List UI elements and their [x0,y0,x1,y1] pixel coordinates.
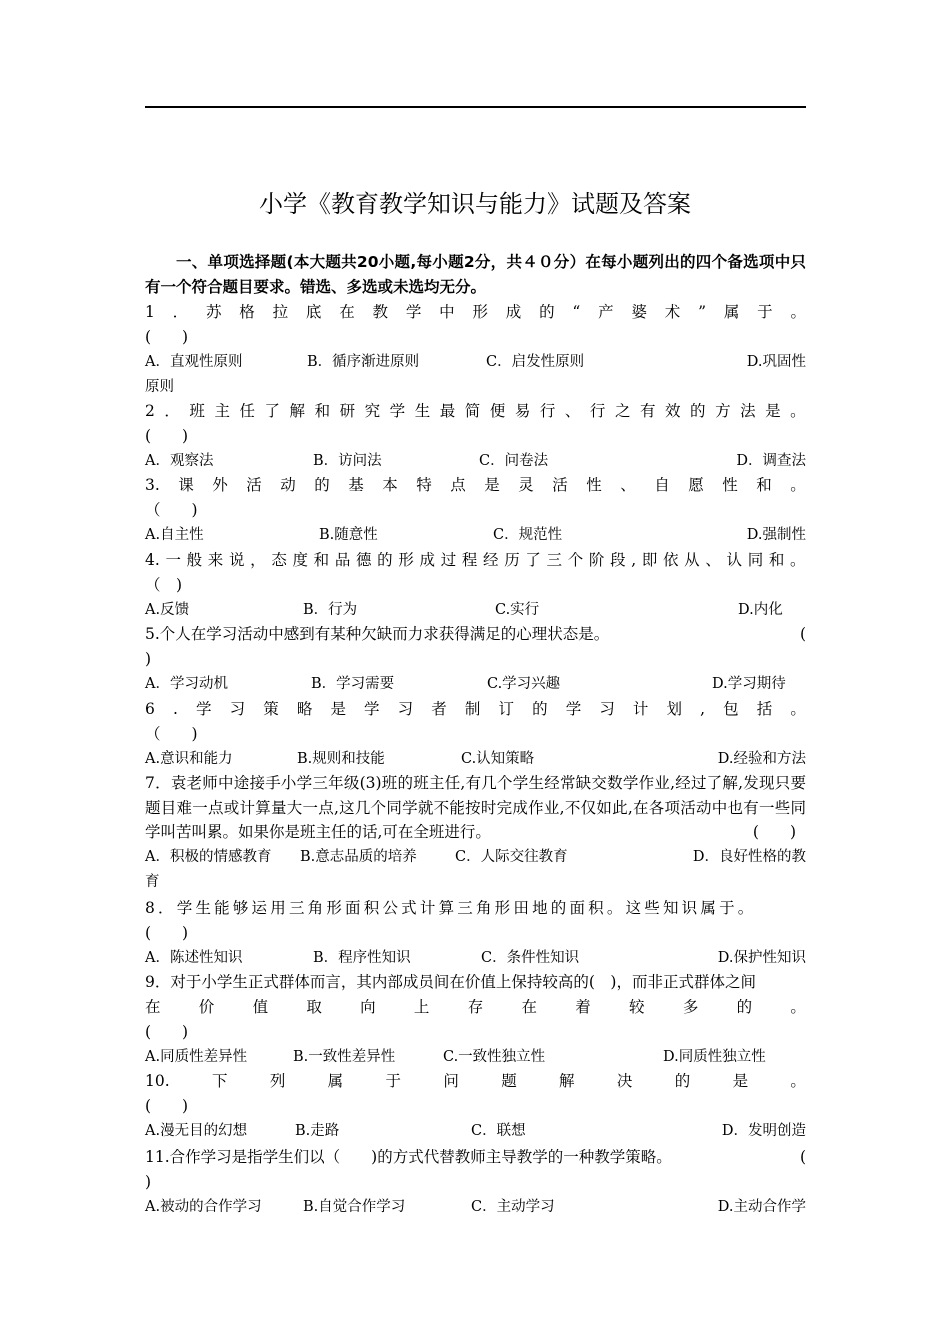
option-d: D.巩固性 [746,354,806,370]
stem-char: 点 [450,476,466,495]
stem-char: 习 [599,700,615,719]
stem-char: 班 [189,402,205,421]
stem-text: 5.个人在学习活动中感到有某种欠缺而力求获得满足的心理状态是。 [145,625,610,644]
stem-char: 括 [756,700,773,719]
stem-char: 了 [264,402,281,421]
stem-char: 认 [726,551,743,570]
stem-char: 特 [416,476,432,495]
stem-char: 价 [198,998,215,1017]
option-d: D．发明创造 [721,1123,806,1139]
stem-char: 的 [674,1072,691,1091]
option-d: D．调查法 [736,453,806,469]
question-stem [145,1069,806,1094]
stem-char: 说 [228,551,245,570]
options-row [145,672,806,697]
stem-char: 便 [489,402,506,421]
option-a: A.自主性 [145,527,204,543]
stem-char: 个 [567,551,584,570]
header-rule [145,106,806,108]
question-stem [145,697,806,722]
option-a: A.意识和能力 [145,751,233,767]
stem-char: 方 [715,402,731,421]
option-c: C.认知策略 [461,751,535,767]
stem-char: 多 [682,998,699,1017]
stem-char: 教 [372,303,389,322]
stem-char: ． [172,303,189,322]
stem-char: 学 [405,303,422,322]
stem-char: 灵 [518,476,534,495]
question-stem [145,771,806,845]
question-stem [145,399,806,424]
question-stem [145,1145,806,1170]
stem-char: 程 [461,551,478,570]
option-c: C．条件性知识 [481,950,580,966]
stem-char: 在 [145,998,161,1017]
stem-char: 存 [467,998,484,1017]
stem-char: 最 [439,402,456,421]
option-a: A.被动的合作学习 [145,1199,262,1215]
stem-char: 于 [757,303,773,322]
stem-char: 。 [790,1072,806,1091]
stem-char: 苏 [205,303,222,322]
stem-char: 的 [377,551,393,570]
stem-char: 基 [348,476,364,495]
stem-char: ” [698,303,707,322]
stem-char: 三 [546,551,563,570]
answer-blank: ( ) [145,1023,189,1041]
options-row [145,449,806,474]
option-b: B．访问法 [313,453,382,469]
stem-char: 形 [472,303,488,322]
stem-char: 来 [207,551,224,570]
stem-char: 态 [271,551,287,570]
question-stem [145,548,806,573]
stem-char: 。 [790,303,806,322]
stem-char: 。 [790,402,806,421]
stem-char: 划 [666,700,683,719]
stem-char: 动 [280,476,296,495]
stem-char: 一 [165,551,181,570]
stem-char: 段 [610,551,626,570]
stem-char: 的 [736,998,753,1017]
option-c: C．问卷法 [479,453,549,469]
stem-char: , [700,700,706,719]
stem-char: ， [250,551,266,570]
stem-char: 上 [413,998,430,1017]
stem-char: 历 [504,551,520,570]
stem-char: 订 [498,700,514,719]
stem-char: 3. [145,476,160,495]
answer-blank: （ ) [145,501,198,519]
stem-char: 简 [464,402,481,421]
stem-line-1: 9．对于小学生正式群体而言，其内部成员间在价值上保持较高的( )，而非正式群体之间 [145,973,756,991]
stem-char: 计 [632,700,649,719]
stem-char: 制 [464,700,481,719]
stem-char: 着 [575,998,591,1017]
stem-char: 和 [314,402,331,421]
stem-char: 生 [414,402,431,421]
option-a: A．积极的情感教育 [145,849,272,865]
stem-char: 是 [330,700,346,719]
stem-char: 、 [564,402,581,421]
stem-char: “ [572,303,581,322]
option-d: D.保护性知识 [717,950,806,966]
stem-char: 底 [305,303,322,322]
stem-char: 是 [484,476,500,495]
question-stem [145,896,806,921]
answer-blank: （ ) [145,725,198,743]
stem-char: 下 [211,1072,228,1091]
stem-char: 学 [565,700,582,719]
stem-char: 成 [419,551,436,570]
stem-char: 外 [212,476,228,495]
option-d: D.主动合作学 [717,1199,806,1215]
question-4 [145,548,806,623]
stem-char: 。 [790,700,806,719]
stem-char: 。 [790,551,806,570]
stem-char: 、 [620,476,636,495]
stem-char: 阶 [588,551,605,570]
stem-char: 和 [313,551,330,570]
options-row [145,598,806,623]
stem-char: 4. [145,551,160,570]
options-row [145,1195,806,1220]
stem-char: 的 [690,402,706,421]
option-a: A．陈述性知识 [145,950,243,966]
stem-char: 解 [559,1072,575,1091]
option-d: D．良好性格的教 [692,849,806,865]
option-d: D.同质性独立性 [663,1049,766,1065]
stem-char: 在 [521,998,537,1017]
stem-char: 拉 [272,303,289,322]
option-b: B．循序渐进原则 [307,354,420,370]
answer-blank: （ ) [145,576,183,594]
stem-char: 策 [263,700,279,719]
option-b: B.规则和技能 [297,751,385,767]
stem-char: 易 [514,402,531,421]
stem-paren: ( [799,1148,806,1167]
stem-char: 格 [239,303,255,322]
options-row [145,946,806,971]
stem-char: 形 [398,551,414,570]
option-c: C.实行 [495,602,540,618]
stem-char: 性 [586,476,602,495]
stem-char: 了 [525,551,541,570]
stem-char: 的 [532,700,548,719]
stem-char: 品 [334,551,351,570]
options-row [145,1119,806,1144]
stem-char: 10. [145,1072,170,1091]
stem-char: 术 [664,303,681,322]
stem-char: 的 [539,303,555,322]
question-stem [145,995,806,1020]
option-b: B．程序性知识 [313,950,411,966]
stem-char: 活 [552,476,568,495]
stem-paren: ( [799,625,806,644]
stem-char: 的 [314,476,330,495]
stem-char: 研 [339,402,356,421]
stem-char: 学 [389,402,406,421]
section-heading: 一、单项选择题(本大题共20小题,每小题2分，共４０分）在每小题列出的四个备选项中只有一个符合题目要求。错选、多选或未选均无分。 [145,253,806,296]
stem-char: , [631,551,637,570]
option-a: A.同质性差异性 [145,1049,248,1065]
option-c: C．启发性原则 [486,354,585,370]
stem-char: 向 [360,998,376,1017]
stem-char: 包 [723,700,739,719]
stem-char: 较 [629,998,645,1017]
answer-blank: ( ) [145,924,189,942]
options-row [145,523,806,548]
stem-char: 属 [723,303,740,322]
stem-char: 和 [756,476,772,495]
document-title: 小学《教育教学知识与能力》试题及答案 [259,190,691,218]
stem-char: 成 [505,303,522,322]
stem-char: 1 [145,303,155,322]
stem-char: 学 [364,700,380,719]
stem-char: 效 [665,402,681,421]
answer-blank: ( ) [145,328,189,346]
stem-char: 决 [616,1072,633,1091]
stem-char: 行 [539,402,556,421]
option-c: C．联想 [471,1123,526,1139]
option-d: D.内化 [738,602,783,618]
option-a: A.反馈 [145,602,190,618]
stem-char: 经 [483,551,499,570]
stem-char: 列 [269,1072,286,1091]
stem-char: 般 [186,551,203,570]
stem-char: 法 [740,402,756,421]
option-b: B.随意性 [319,527,378,543]
option-a: A．直观性原则 [145,354,243,370]
stem-char: 行 [589,402,606,421]
stem-char: 习 [397,700,414,719]
stem-char: 2 [145,402,155,421]
question-1 [145,300,806,400]
question-11 [145,1145,806,1220]
stem-char: 略 [296,700,313,719]
option-b: B．行为 [303,602,358,618]
stem-char: 和 [768,551,785,570]
answer-blank: ( ) [145,1097,189,1115]
question-7 [145,771,806,895]
stem-char: 婆 [631,303,647,322]
stem-char: . [172,700,178,719]
stem-char: 6 [145,700,155,719]
option-wrap: 原则 [145,379,174,395]
stem-char: 有 [639,402,656,421]
option-c: C.学习兴趣 [487,676,561,692]
stem-text: 7．袁老师中途接手小学三年级(3)班的班主任,有几个学生经常缺交数学作业,经过了解,发现只要题目难一点或计算量大一点,这几个同学就不能按时完成作业,不仅如此,在各项活动中也有一些同学叫苦叫累。如果你是班主任的话,可在全班进行。 [145,774,806,842]
option-b: B．学习需要 [311,676,395,692]
options-row [145,845,806,870]
options-row [145,350,806,375]
stem-char: 德 [356,551,372,570]
stem-char: 。 [790,476,806,495]
option-wrap: 育 [145,874,160,890]
stem-char: 解 [289,402,306,421]
stem-char: 度 [292,551,308,570]
stem-char: 本 [382,476,398,495]
stem-char: 于 [385,1072,402,1091]
answer-blank: ) [145,1173,152,1191]
stem-char: 值 [252,998,269,1017]
stem-char: 过 [440,551,457,570]
question-6 [145,697,806,772]
stem-char: 、 [705,551,721,570]
option-d: D.学习期待 [712,676,786,692]
option-a: A．学习动机 [145,676,228,692]
stem-char: 课 [178,476,194,495]
stem-char: 问 [443,1072,459,1091]
option-b: B.走路 [295,1123,340,1139]
stem-char: 题 [501,1072,517,1091]
stem-char: 。 [790,998,806,1017]
stem-char: ． [164,402,180,421]
stem-char: 愿 [688,476,704,495]
stem-char: 之 [614,402,631,421]
stem-char: 者 [431,700,447,719]
stem-char: 任 [239,402,255,421]
stem-text: 11.合作学习是指学生们以（ )的方式代替教师主导教学的一种教学策略。 [145,1148,672,1167]
options-row [145,1045,806,1070]
stem-char: 主 [214,402,230,421]
options-row [145,747,806,772]
stem-char: 习 [229,700,246,719]
stem-char: 产 [598,303,614,322]
question-stem [145,622,806,647]
stem-char: 取 [306,998,322,1017]
stem-char: 中 [439,303,455,322]
option-a: A．观察法 [145,453,214,469]
question-stem [145,473,806,498]
stem-char: 性 [722,476,738,495]
stem-char: 自 [654,476,670,495]
answer-blank: ( ) [145,427,189,445]
stem-char: 是 [732,1072,749,1091]
stem-char: 学 [196,700,212,719]
question-10 [145,1069,806,1144]
stem-char: 究 [364,402,381,421]
stem-char: 即 [641,551,658,570]
option-c: C．人际交往教育 [455,849,568,865]
answer-blank: ) [145,650,152,668]
stem-char: 活 [246,476,262,495]
stem-text: 8．学生能够运用三角形面积公式计算三角形田地的面积。这些知识属于。 [145,899,757,918]
question-2 [145,399,806,474]
stem-char: 是 [765,402,781,421]
stem-char: 同 [747,551,764,570]
question-8 [145,896,806,971]
stem-char: 从 [684,551,700,570]
option-b: B.自觉合作学习 [303,1199,406,1215]
question-9 [145,970,806,1070]
option-c: C．主动学习 [471,1199,555,1215]
question-stem [145,300,806,325]
option-d: D.经验和方法 [717,751,806,767]
stem-char: 在 [339,303,355,322]
question-5 [145,622,806,697]
option-d: D.强制性 [746,527,806,543]
option-c: C.一致性独立性 [443,1049,546,1065]
question-3 [145,473,806,548]
stem-char: 属 [327,1072,344,1091]
option-b: B.意志品质的培养 [300,849,417,865]
option-b: B.一致性差异性 [293,1049,396,1065]
option-a: A.漫无目的幻想 [145,1123,248,1139]
option-c: C．规范性 [493,527,563,543]
stem-char: 依 [663,551,679,570]
answer-blank: ( ) [752,823,796,841]
